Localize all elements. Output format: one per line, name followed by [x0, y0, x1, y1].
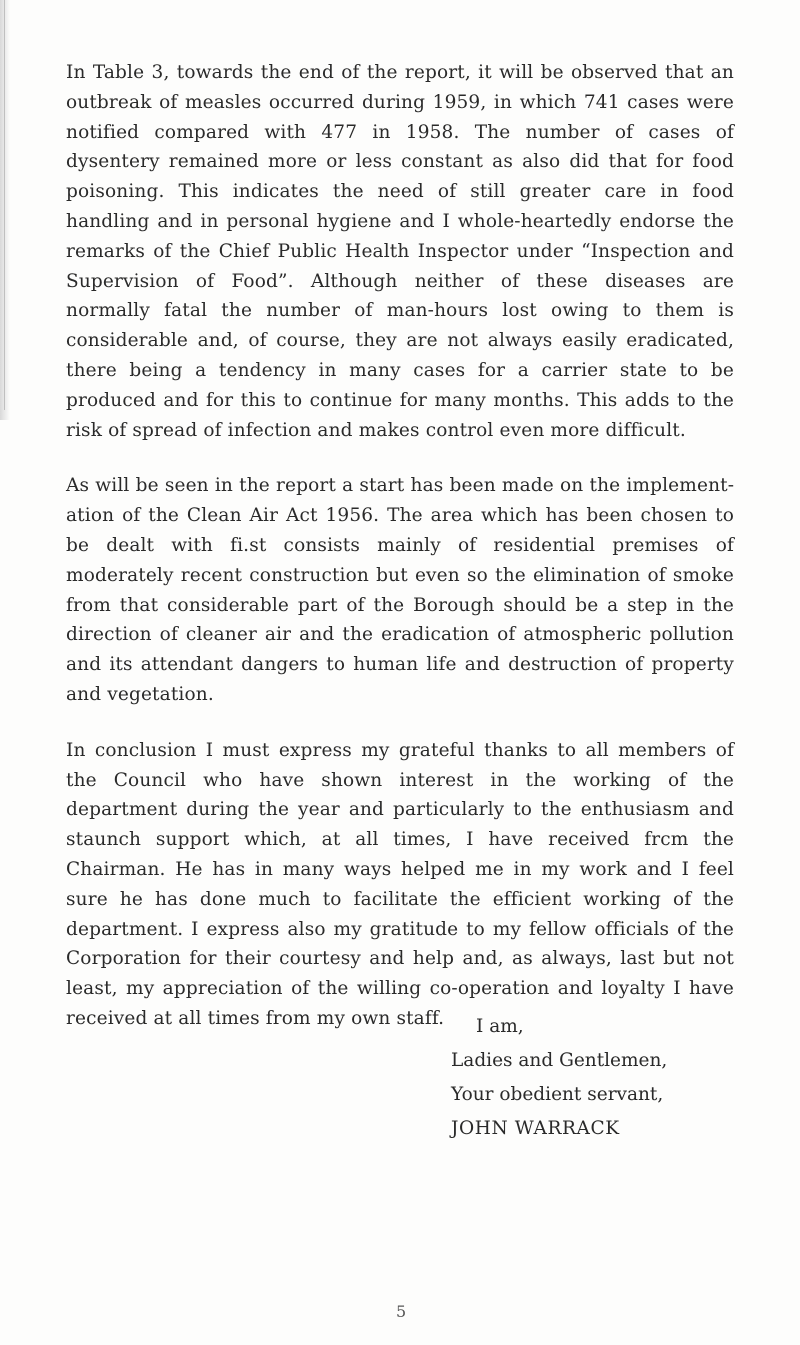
paragraph-clean-air-act: As will be seen in the report a start has been made on the implementation of the Clean Air Act 1956. The area which has been chosen to be dealt with fi.st consists mainly of residential premises of moderately recent construction but even so the elimination of smoke from that considerable part of the Borough should be a step in the direction of cleaner air and the eradication of atmospheric pollution and its attendant dangers to human life and destruction of property and vegetation.	[66, 475, 734, 705]
letter-closing	[451, 1010, 667, 1146]
paragraph-disease-outbreaks: In Table 3, towards the end of the report, it will be observed that an outbreak of measles occurred during 1959, in which 741 cases were notified compared with 477 in 1958. The number of cases of dysentery remained more or less constant as also did that for food poisoning. This indicates the need of still greater care in food handling and in personal hygiene and I whole-heartedly endorse the remarks of the Chief Public Health Inspector under “Inspection and Supervision of Food”. Although neither of these diseases are normally fatal the number of man-hours lost owing to them is considerable and, of course, they are not always easily eradicated, there being a tendency in many cases for a carrier state to be produced and for this to continue for many months. This adds to the risk of spread of infection and makes control even more difficult.	[66, 62, 734, 441]
binding-shadow	[0, 0, 10, 420]
signature-name: JOHN WARRACK	[451, 1118, 620, 1139]
closing-salutation: Ladies and Gentlemen,	[451, 1050, 668, 1071]
page-number: 5	[396, 1302, 407, 1321]
closing-i-am: I am,	[476, 1016, 524, 1037]
body-text	[66, 58, 734, 1060]
closing-obedient-servant: Your obedient servant,	[451, 1084, 664, 1105]
binding-edge-line	[4, 0, 5, 410]
paragraph-conclusion: In conclusion I must express my grateful thanks to all members of the Council who have shown interest in the working of the department during the year and particularly to the enthusiasm and staunch support which, at all times, I have received frcm the Chairman. He has in many ways helped me in my work and I feel sure he has done much to facilitate the efficient working of the department. I express also my gratitude to my fellow officials of the Corporation for their courtesy and help and, as always, last but not least, my appreciation of the willing co-operation and loyalty I have received at all times from my own staff.	[66, 739, 734, 1029]
